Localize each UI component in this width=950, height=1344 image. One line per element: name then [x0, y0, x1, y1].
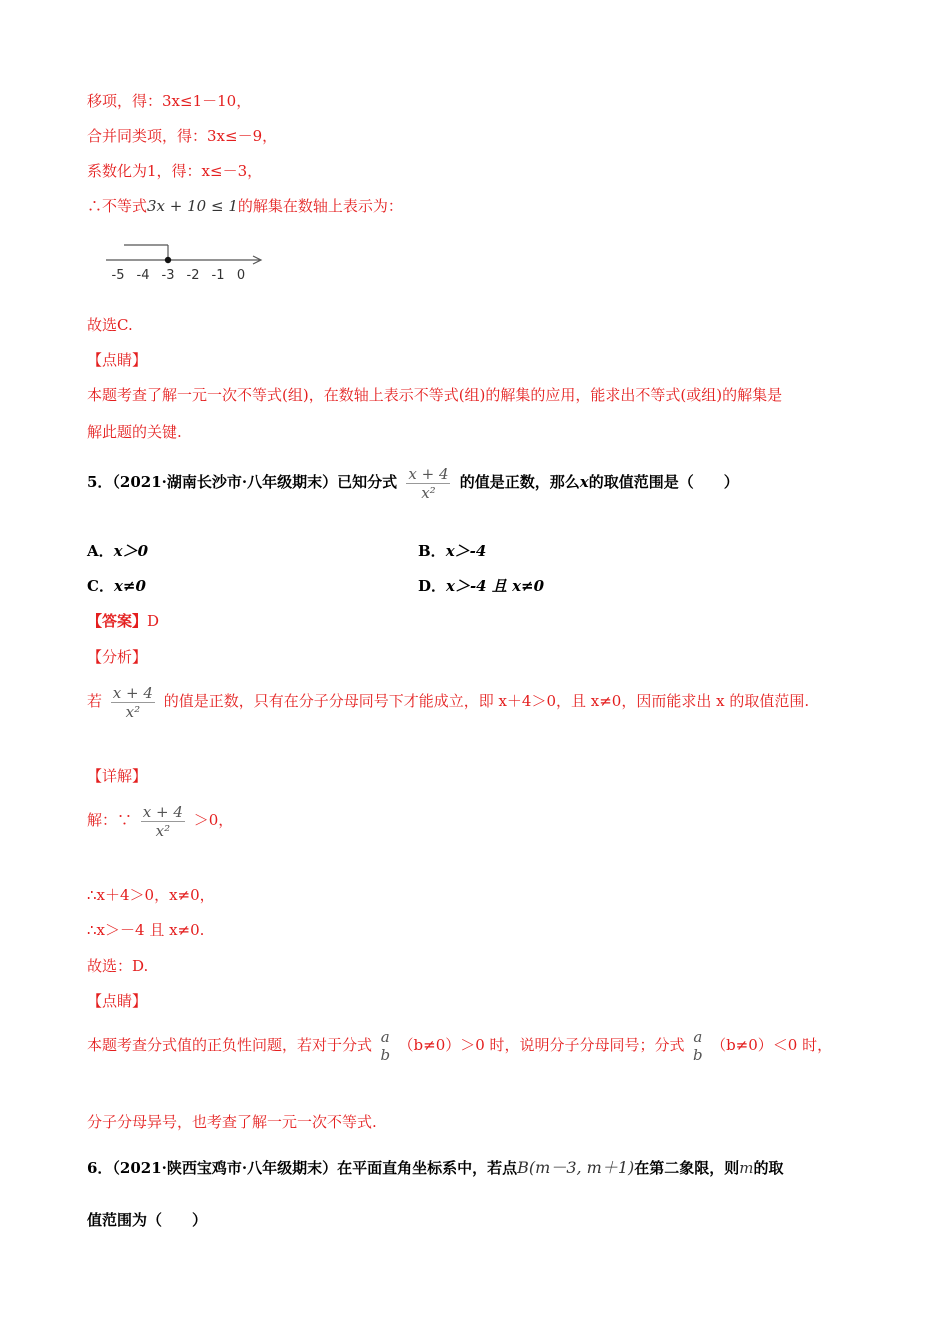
option-c[interactable]: C．x≠0	[87, 577, 146, 595]
number-line-point	[165, 257, 171, 263]
tip-heading: 【点睛】	[87, 351, 148, 369]
number-line-figure	[100, 240, 270, 286]
inequality-formula: 3x + 10 ≤ 1	[147, 197, 238, 215]
tick-label: 0	[236, 268, 246, 283]
fraction: a b	[693, 1028, 703, 1064]
detail-heading: 【详解】	[87, 767, 148, 785]
tick-label: -1	[211, 268, 225, 283]
detail-line1: 解：∵ $\frac{x + 4}{\text{x²}}$ ＞0，	[87, 802, 234, 840]
answer-choice: 故选C.	[87, 316, 133, 334]
tip2-heading: 【点睛】	[87, 992, 148, 1010]
answer-line: 【答案】D	[87, 612, 160, 630]
analysis-text: 若 $\frac{x + 4}{\text{x²}}$ 的值是正数，只有在分子分母同号下才能成立，即 x＋4＞0，且 x≠0，因而能求出 x 的取值范围.	[87, 683, 810, 721]
tick-label: -3	[161, 268, 175, 283]
fraction: a b	[380, 1028, 391, 1064]
tick-label: -2	[186, 268, 200, 283]
tip2-line2: 分子分母异号，也考查了解一元一次不等式.	[87, 1113, 377, 1131]
question-6: 6．（2021·陕西宝鸡市·八年级期末）在平面直角坐标系中，若点B(m－3, m＋1)在第二象限，则m的取	[87, 1158, 784, 1177]
option-b[interactable]: B．x＞-4	[418, 542, 487, 560]
tick-label: -5	[111, 268, 125, 283]
question-5: 5．（2021·湖南长沙市·八年级期末）已知分式 $\frac{x + 4}{\text{x²}}$ 的值是正数，那么x的取值范围是（ ）	[87, 464, 739, 502]
tip-text-line2: 解此题的关键.	[87, 423, 182, 441]
point-expression: B(m－3, m＋1)	[517, 1158, 635, 1177]
option-a[interactable]: A．x＞0	[87, 542, 149, 560]
fraction: $\frac{x + 4}{\text{x²}}$	[142, 802, 183, 840]
step-conclusion: ∴不等式3x + 10 ≤ 1的解集在数轴上表示为：	[87, 197, 403, 215]
tip-text-line1: 本题考查了解一元一次不等式(组)，在数轴上表示不等式(组)的解集的应用，能求出不等式(或组)的解集是	[87, 386, 783, 404]
step-coefficient: 系数化为1，得：x≤－3，	[87, 162, 263, 180]
step-combine: 合并同类项，得：3x≤－9，	[87, 127, 278, 145]
tip2-line1: 本题考查分式值的正负性问题，若对于分式 a b （b≠0）＞0 时，说明分子分母同号；分式 a b （b≠0）＜0 时，	[87, 1028, 833, 1064]
option-d[interactable]: D．x＞-4 且 x≠0	[418, 577, 545, 595]
tick-label: -4	[136, 268, 150, 283]
detail-line2: ∴x＋4＞0，x≠0，	[87, 886, 215, 904]
fraction: $\frac{x + 4}{\text{x²}}$	[112, 683, 153, 721]
step-move-terms: 移项，得：3x≤1－10，	[87, 92, 252, 110]
analysis-heading: 【分析】	[87, 648, 148, 666]
detail-line4: 故选：D.	[87, 957, 149, 975]
question-6-line2: 值范围为（ ）	[87, 1211, 208, 1229]
detail-line3: ∴x＞－4 且 x≠0.	[87, 921, 205, 939]
fraction: $\frac{x + 4}{\text{x²}}$	[408, 464, 449, 502]
